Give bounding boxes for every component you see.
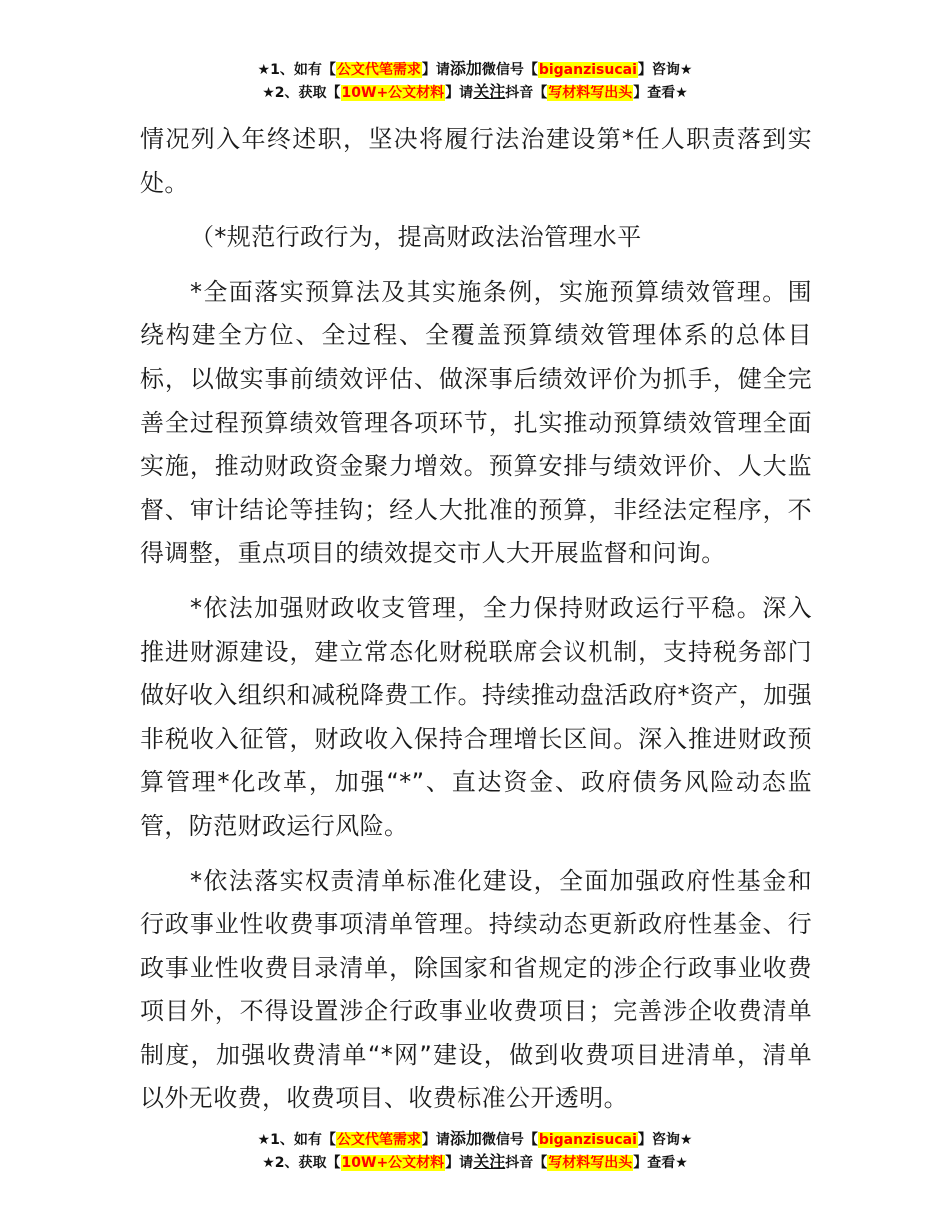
banner-text: 】请 — [421, 62, 450, 78]
banner-line-2 — [0, 1151, 950, 1174]
banner-text: ★1、如有【 — [257, 62, 336, 78]
banner-text: ★2、获取【 — [262, 85, 341, 101]
banner-text: 微信号【 — [481, 62, 538, 78]
highlight-text: 公文代笔需求 — [336, 62, 421, 78]
paragraph: *依法落实权责清单标准化建设，全面加强政府性基金和行政事业性收费事项清单管理。持续动态更新政府性基金、行政事业性收费目录清单，除国家和省规定的涉企行政事业收费项目外，不得设置涉企行政事业收费项目；完善涉企收费清单制度，加强收费清单“*网”建设，做到收费项目进清单，清单以外无收费，收费项目、收费标准公开透明。 — [140, 866, 812, 1113]
highlight-text: biganzisucai — [538, 1132, 637, 1148]
highlight-text: 公文代笔需求 — [336, 1132, 421, 1148]
banner-line-1 — [0, 1128, 950, 1151]
paragraph: *依法加强财政收支管理，全力保持财政运行平稳。深入推进财源建设，建立常态化财税联席会议机制，支持税务部门做好收入组织和减税降费工作。持续推动盘活政府*资产，加强非税收入征管，财政收入保持合理增长区间。深入推进财政预算管理*化改革，加强“*”、直达资金、政府债务风险动态监管，防范财政运行风险。 — [140, 593, 812, 840]
banner-text: 】请 — [421, 1132, 450, 1148]
emphasis-text: 关注 — [473, 1152, 506, 1171]
banner-text: 抖音【 — [505, 85, 548, 101]
banner-text: 】查看★ — [633, 85, 688, 101]
highlight-text: 写材料写出头 — [548, 1155, 633, 1171]
emphasis-text: 添加 — [449, 59, 482, 78]
highlight-text: 写材料写出头 — [548, 85, 633, 101]
banner-text: 微信号【 — [481, 1132, 538, 1148]
banner-line-1 — [0, 58, 950, 81]
banner-text: ★1、如有【 — [257, 1132, 336, 1148]
highlight-text: 10W+公文材料 — [341, 85, 445, 101]
banner-text: 】请 — [445, 85, 474, 101]
banner-text: 抖音【 — [505, 1155, 548, 1171]
footer-banner — [0, 1128, 950, 1174]
banner-text: 】咨询★ — [637, 62, 693, 78]
highlight-text: biganzisucai — [538, 62, 637, 78]
highlight-text: 10W+公文材料 — [341, 1155, 445, 1171]
banner-text: 】请 — [445, 1155, 474, 1171]
header-banner — [0, 58, 950, 104]
banner-line-2 — [0, 81, 950, 104]
banner-text: 】查看★ — [633, 1155, 688, 1171]
emphasis-text: 关注 — [473, 82, 506, 101]
document-body — [140, 118, 812, 1121]
banner-text: 】咨询★ — [637, 1132, 693, 1148]
paragraph: 情况列入年终述职，坚决将履行法治建设第*任人职责落到实处。 — [140, 125, 812, 197]
paragraph: *全面落实预算法及其实施条例，实施预算绩效管理。围绕构建全方位、全过程、全覆盖预算绩效管理体系的总体目标，以做实事前绩效评估、做深事后绩效评价为抓手，健全完善全过程预算绩效管理各项环节，扎实推动预算绩效管理全面实施，推动财政资金聚力增效。预算安排与绩效评价、人大监督、审计结论等挂钩；经人大批准的预算，非经法定程序，不得调整，重点项目的绩效提交市人大开展监督和问询。 — [140, 277, 812, 568]
emphasis-text: 添加 — [449, 1129, 482, 1148]
section-heading: （*规范行政行为，提高财政法治管理水平 — [190, 223, 642, 252]
banner-text: ★2、获取【 — [262, 1155, 341, 1171]
